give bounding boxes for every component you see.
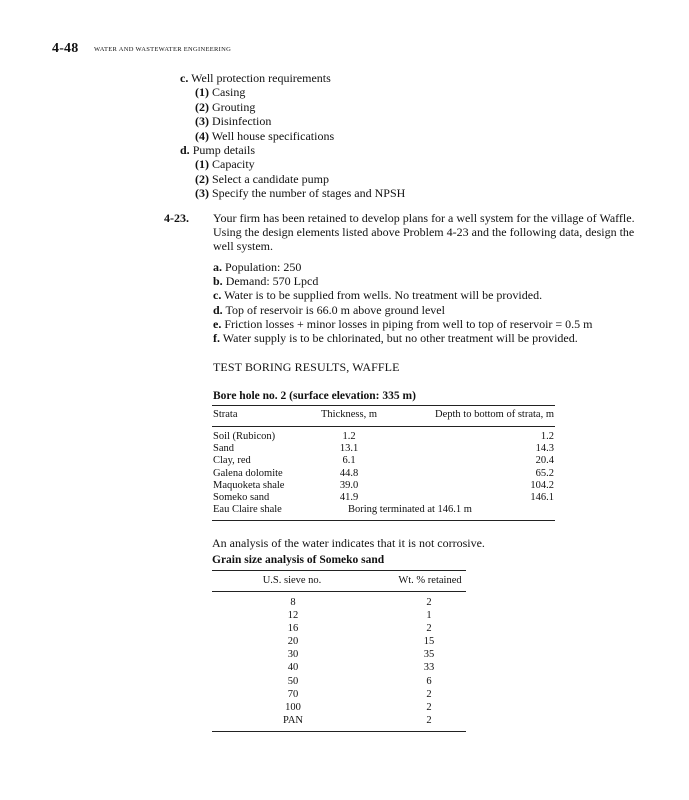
running-head: WATER AND WASTEWATER ENGINEERING [94, 46, 232, 53]
strata-table [212, 405, 555, 521]
cell-sieve-no: 16 [287, 623, 299, 635]
cell-strata: Sand [213, 443, 234, 455]
data-letter: a. [213, 260, 222, 274]
table-row [212, 689, 466, 702]
design-data-list [213, 260, 653, 345]
table-row [212, 455, 555, 467]
data-text: Friction losses + minor losses in piping from well to top of reservoir = 0.5 m [224, 316, 593, 331]
design-data-item [213, 317, 653, 331]
outline-subitem-number: (1) [195, 85, 209, 100]
outline-subitem [180, 157, 600, 171]
data-text: Population: 250 [225, 260, 302, 274]
header-thickness: Thickness, m [321, 409, 377, 420]
outline-subitem [180, 172, 600, 186]
header-strata: Strata [213, 409, 238, 420]
cell-wt-retained: 6 [426, 675, 432, 687]
outline-subitem [180, 186, 600, 200]
table-header [212, 571, 466, 592]
outline-subitem-text: Well house specifications [211, 128, 335, 143]
grain-size-title: Grain size analysis of Someko sand [212, 554, 385, 566]
table-row [212, 492, 555, 504]
problem-statement: Your firm has been retained to develop plans for a well system for the village of Waffle. Using the design elements listed above Problem 4-23 and the following data, design the well system. [213, 211, 635, 254]
table-row [212, 468, 555, 480]
outline-item-c [180, 71, 600, 85]
outline-letter: c. [180, 71, 189, 85]
outline-subitem-number: (4) [195, 128, 209, 143]
cell-thickness: 41.9 [339, 491, 359, 503]
cell-thickness: 44.8 [339, 467, 359, 479]
cell-sieve-no: 8 [290, 597, 296, 608]
data-letter: e. [213, 316, 222, 331]
data-text: Water is to be supplied from wells. No treatment will be provided. [224, 288, 543, 303]
table-row [212, 636, 466, 649]
cell-strata: Maquoketa shale [213, 479, 285, 491]
outline-title: Well protection requirements [191, 71, 331, 85]
cell-sieve-no: 20 [287, 636, 299, 648]
cell-boring-note: Boring terminated at 146.1 m [348, 504, 472, 516]
outline-subitem-text: Grouting [212, 99, 256, 114]
cell-sieve-no: 50 [287, 675, 299, 687]
outline-subitem-number: (1) [195, 157, 209, 172]
outline-subitem-text: Casing [212, 85, 246, 100]
table-row [212, 480, 555, 492]
data-text: Top of reservoir is 66.0 m above ground level [225, 302, 445, 317]
design-data-item [213, 331, 653, 345]
outline-subitem [180, 114, 600, 128]
cell-thickness: 6.1 [342, 455, 356, 467]
cell-wt-retained: 2 [426, 714, 432, 726]
cell-wt-retained: 1 [426, 610, 432, 622]
cell-thickness: 1.2 [342, 431, 356, 442]
outline-subitem-number: (2) [195, 171, 209, 186]
data-letter: b. [213, 274, 223, 289]
cell-thickness: 39.0 [339, 479, 359, 491]
cell-sieve-no: PAN [282, 714, 304, 726]
table-body [212, 592, 466, 731]
outline-subitem [180, 85, 600, 99]
cell-depth: 104.2 [530, 479, 554, 491]
cell-wt-retained: 2 [426, 688, 432, 700]
table-row [212, 702, 466, 715]
header-depth: Depth to bottom of strata, m [435, 409, 554, 420]
header-sieve-no: U.S. sieve no. [262, 575, 322, 586]
table-row [212, 431, 555, 443]
header-wt-retained: Wt. % retained [398, 575, 462, 586]
cell-strata: Eau Claire shale [213, 504, 282, 516]
data-text: Demand: 570 Lpcd [225, 274, 319, 289]
bore-hole-title: Bore hole no. 2 (surface elevation: 335 m) [213, 390, 416, 402]
table-row [212, 504, 555, 516]
cell-thickness: 13.1 [339, 443, 359, 455]
table-row [212, 443, 555, 455]
cell-depth: 1.2 [540, 431, 554, 442]
outline-subitem-text: Disinfection [212, 114, 272, 129]
cell-wt-retained: 35 [423, 649, 435, 661]
cell-sieve-no: 12 [287, 610, 299, 622]
cell-sieve-no: 30 [287, 649, 299, 661]
cell-strata: Galena dolomite [213, 467, 283, 479]
test-boring-title: TEST BORING RESULTS, WAFFLE [213, 360, 400, 374]
outline-subitem [180, 129, 600, 143]
cell-wt-retained: 2 [426, 623, 432, 635]
page-number: 4-48 [52, 41, 79, 56]
design-data-item [213, 260, 653, 274]
table-row [212, 676, 466, 689]
cell-depth: 20.4 [535, 455, 554, 467]
outline-item-d [180, 143, 600, 157]
outline-subitem-text: Capacity [212, 157, 255, 172]
table-row [212, 715, 466, 728]
cell-strata: Clay, red [213, 455, 251, 467]
problem-4-23 [164, 211, 644, 254]
cell-depth: 65.2 [535, 467, 554, 479]
cell-depth: 146.1 [530, 491, 554, 503]
cell-sieve-no: 100 [285, 701, 301, 713]
data-letter: f. [213, 331, 220, 346]
table-row [212, 610, 466, 623]
table-row [212, 623, 466, 636]
design-data-item [213, 288, 653, 302]
sieve-table [212, 570, 466, 732]
cell-wt-retained: 15 [423, 636, 435, 648]
cell-strata: Someko sand [213, 491, 270, 503]
outline-subitem-number: (3) [195, 186, 209, 201]
design-data-item [213, 303, 653, 317]
outline-subitem-text: Specify the number of stages and NPSH [212, 186, 406, 201]
outline-subitem-number: (3) [195, 114, 209, 129]
cell-wt-retained: 2 [426, 597, 432, 608]
cell-strata: Soil (Rubicon) [213, 431, 276, 442]
cell-sieve-no: 40 [287, 662, 299, 674]
cell-sieve-no: 70 [287, 688, 299, 700]
outline-title: Pump details [192, 143, 256, 158]
table-row [212, 649, 466, 662]
table-row [212, 597, 466, 610]
cell-wt-retained: 2 [426, 701, 432, 713]
design-data-item [213, 274, 653, 288]
table-body [212, 427, 555, 520]
problem-number: 4-23. [164, 211, 189, 225]
data-letter: d. [213, 302, 223, 317]
outline-subitem-number: (2) [195, 99, 209, 114]
analysis-note: An analysis of the water indicates that it is not corrosive. [212, 536, 485, 550]
table-header [212, 406, 555, 427]
cell-wt-retained: 33 [423, 662, 435, 674]
table-row [212, 662, 466, 675]
outline-subitem-text: Select a candidate pump [212, 171, 329, 186]
outline-list [180, 71, 600, 201]
cell-depth: 14.3 [535, 443, 554, 455]
outline-letter: d. [180, 143, 190, 158]
outline-subitem [180, 100, 600, 114]
data-letter: c. [213, 288, 222, 303]
data-text: Water supply is to be chlorinated, but no other treatment will be provided. [222, 331, 578, 346]
